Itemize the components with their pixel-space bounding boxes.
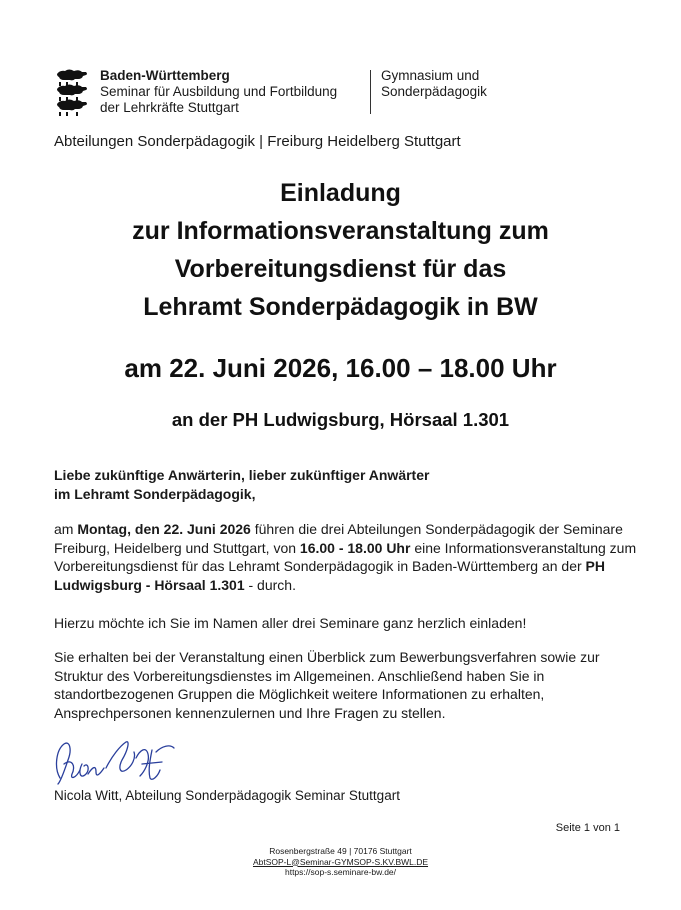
paragraph-invitation: Hierzu möchte ich Sie im Namen aller drei Seminare ganz herzlich einladen! <box>54 615 527 631</box>
salutation <box>54 466 644 503</box>
department-line: Abteilungen Sonderpädagogik | Freiburg Heidelberg Stuttgart <box>54 133 461 150</box>
event-date: am 22. Juni 2026, 16.00 – 18.00 Uhr <box>124 353 557 383</box>
school-type-line-1: Gymnasium und <box>381 68 480 83</box>
institution-name: Baden-Württemberg <box>100 68 230 83</box>
signer-name: Nicola Witt, Abteilung Sonderpädagogik Seminar Stuttgart <box>54 788 400 803</box>
p1-date: Montag, den 22. Juni 2026 <box>77 521 251 537</box>
salutation-line-2: im Lehramt Sonderpädagogik, <box>54 485 256 502</box>
p1-text-3: eine Informationsveranstaltung zum Vorbereitungsdienst für das Lehramt Sonderpädagogik in Baden-Württemberg an der <box>54 539 637 574</box>
title-line-2: zur Informationsveranstaltung zum <box>132 217 549 245</box>
header-divider <box>370 70 371 114</box>
title-line-1: Einladung <box>280 179 401 207</box>
p1-text-2: führen die drei Abteilungen Sonderpädagogik der Seminare Freiburg, Heidelberg und Stuttgart, von <box>54 521 623 556</box>
school-type-block <box>381 68 487 100</box>
invitation-title <box>0 174 681 326</box>
school-type-line-2: Sonderpädagogik <box>381 84 487 99</box>
institution-block <box>100 68 337 116</box>
institution-line-2: Seminar für Ausbildung und Fortbildung <box>100 84 338 99</box>
institution-line-3: der Lehrkräfte Stuttgart <box>100 100 239 115</box>
p1-text-4: - durch. <box>244 576 296 593</box>
footer-address: Rosenbergstraße 49 | 70176 Stuttgart <box>269 846 412 856</box>
footer-email-link[interactable]: AbtSOP-L@Seminar-GYMSOP-S.KV.BWL.DE <box>252 856 429 867</box>
title-line-3: Vorbereitungsdienst für das <box>174 255 507 283</box>
p1-text-1: am <box>54 521 78 537</box>
p1-time: 16.00 - 18.00 Uhr <box>299 539 411 556</box>
p1-venue: PH Ludwigsburg - Hörsaal 1.301 <box>54 558 605 593</box>
paragraph-event-details <box>54 520 644 594</box>
paragraph-overview: Sie erhalten bei der Veranstaltung einen Überblick zum Bewerbungsverfahren sowie zur Struktur des Vorbereitungsdienstes im Allgemeinen. Anschließend haben Sie in standortbezogenen Gruppen die Möglichkeit weitere Informationen zu erhalten, Ansprechpersonen kennenzulernen und Ihre Fragen zu stellen. <box>54 649 600 721</box>
event-location: an der PH Ludwigsburg, Hörsaal 1.301 <box>171 409 510 430</box>
salutation-line-1: Liebe zukünftige Anwärterin, lieber zukünftiger Anwärter <box>54 467 430 483</box>
state-lions-coat-of-arms-icon <box>54 68 90 116</box>
footer-website-link[interactable]: https://sop-s.seminare-bw.de/ <box>284 867 397 877</box>
handwritten-signature <box>52 728 182 790</box>
page-number: Seite 1 von 1 <box>555 822 620 834</box>
title-line-4: Lehramt Sonderpädagogik in BW <box>143 293 538 321</box>
footer <box>0 846 681 878</box>
